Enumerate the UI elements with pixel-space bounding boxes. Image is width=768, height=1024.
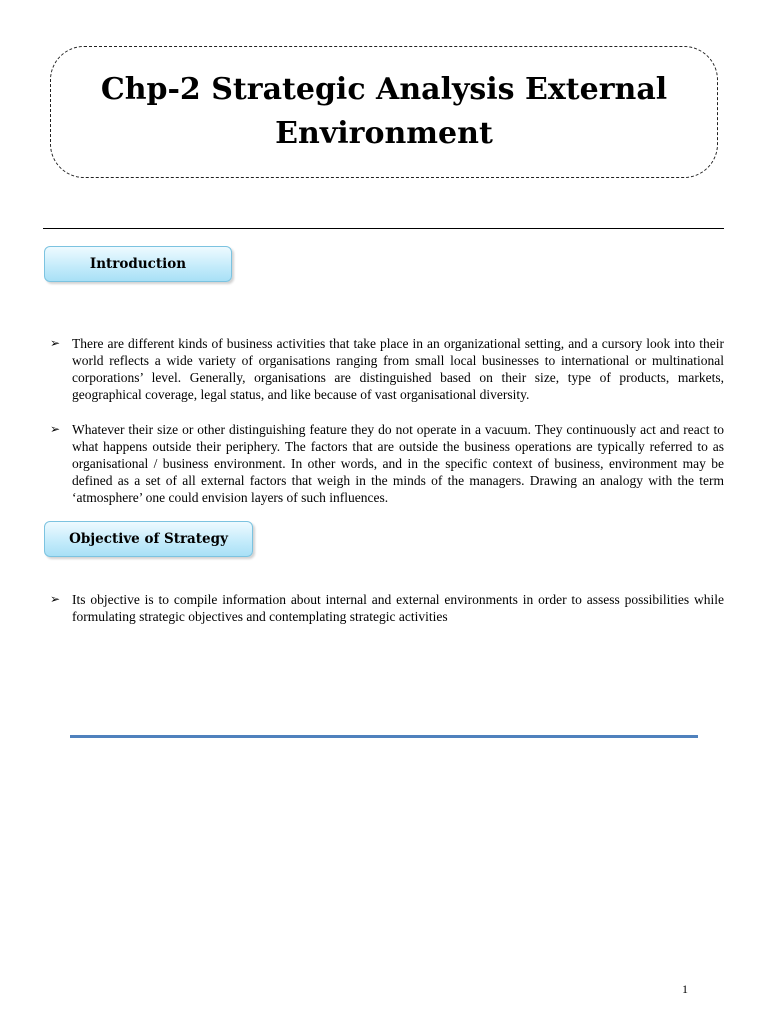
intro-paragraph-1: There are different kinds of business activities that take place in an organizational setting, and a cursory look into their world reflects a wide variety of organisations ranging from small local businesses to international or multinational corporations’ level. Generally, organisations are distinguished based on their size, type of products, markets, geographical coverage, legal status, and like because of vast organisational diversity. [72, 336, 724, 402]
arrow-bullet-icon: ➢ [50, 336, 61, 350]
title-box [50, 46, 718, 178]
arrow-bullet-icon: ➢ [50, 422, 61, 436]
page-number: 1 [682, 982, 688, 996]
objective-paragraph: Its objective is to compile information about internal and external environments in order to assess possibilities while formulating strategic objectives and contemplating strategic activities [72, 592, 724, 624]
arrow-bullet-icon: ➢ [50, 592, 61, 606]
top-divider [43, 228, 724, 229]
intro-paragraph-2: Whatever their size or other distinguishing feature they do not operate in a vacuum. They continuously act and react to what happens outside their periphery. The factors that are outside the business operations are typically referred to as organisational / business environment. In other words, and in the specific context of business, environment may be defined as a set of all external factors that weigh in the minds of the managers. Drawing an analogy with the term ‘atmosphere’ one could envision layers of such influences. [72, 422, 724, 505]
document-title: Chp-2 Strategic Analysis External Environment [100, 72, 668, 151]
blue-divider [70, 735, 698, 738]
introduction-heading: Introduction [44, 246, 232, 282]
objective-heading: Objective of Strategy [44, 521, 253, 557]
